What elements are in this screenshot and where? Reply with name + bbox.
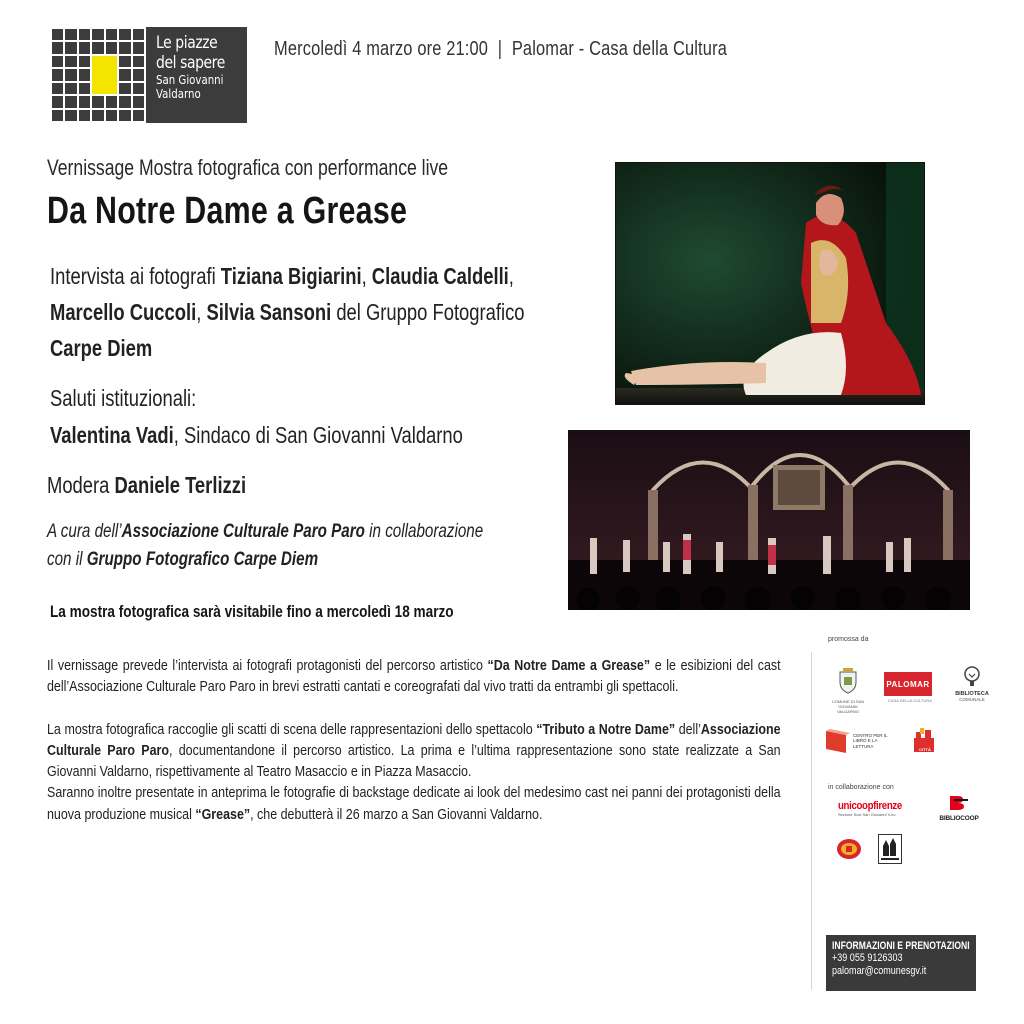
logo-line-1: Le piazze	[156, 33, 218, 53]
stage-photo-2-illustration	[568, 430, 970, 610]
logo-grid-cell	[119, 83, 130, 94]
logo-grid-cell	[79, 29, 90, 40]
centro-libro-logo	[826, 728, 896, 754]
logo-grid-cell	[52, 83, 63, 94]
p2-text-a: La mostra fotografica raccoglie gli scatti di scena delle rappresentazioni dello spettacolo	[47, 721, 537, 738]
logo-grid-cell	[65, 42, 76, 53]
logo-grid-cell	[119, 69, 130, 80]
interview-prefix: Intervista ai fotografi	[50, 263, 216, 289]
logo-grid-cell	[133, 83, 144, 94]
event-subtitle	[47, 155, 548, 181]
logo-grid-cell	[52, 29, 63, 40]
logo-grid-cell	[79, 96, 90, 107]
logo-grid-cell	[65, 110, 76, 121]
header-separator: |	[497, 38, 503, 60]
description-text	[47, 656, 781, 826]
bibliocoop-label: BIBLIOCOOP	[939, 815, 979, 822]
saluti-line	[50, 417, 463, 454]
logo-grid-icon	[50, 27, 146, 123]
logo-grid-cell	[65, 56, 76, 67]
info-box	[826, 935, 976, 991]
promoted-by-label: promossa da	[828, 636, 869, 643]
logo-grid-cell	[106, 110, 117, 121]
cura-assoc: Associazione Culturale Paro Paro	[121, 521, 365, 542]
biblioteca-icon	[963, 666, 981, 686]
bibliocoop-icon	[950, 796, 968, 810]
logo-grid-cell	[119, 56, 130, 67]
logo-grid-cell	[133, 56, 144, 67]
interview-middle: del Gruppo Fotografico	[336, 299, 525, 325]
biblioteca-logo	[948, 666, 996, 710]
cura-group: Gruppo Fotografico Carpe Diem	[86, 549, 319, 570]
logo-line-4: Valdarno	[156, 87, 201, 101]
moderator-name: Daniele Terlizzi	[114, 472, 247, 498]
p1-text-a: Il vernissage prevede l’intervista ai fotografi protagonisti del percorso artistico	[47, 658, 488, 674]
festival-logo	[50, 27, 247, 123]
event-title	[47, 190, 497, 233]
centro-label: CENTRO PER IL LIBRO E LA LETTURA	[853, 732, 888, 749]
logo-grid-cell	[106, 42, 117, 53]
logo-grid-cell	[92, 29, 103, 40]
logo-grid-cell	[79, 69, 90, 80]
collaboration-label: in collaborazione con	[828, 784, 894, 791]
logo-grid-cell	[92, 42, 103, 53]
interview-block	[50, 258, 643, 366]
logo-grid-cell	[79, 83, 90, 94]
palomar-sub: CASA DELLA CULTURA	[888, 698, 932, 703]
info-title: INFORMAZIONI E PRENOTAZIONI	[832, 940, 970, 952]
unicoop-wordmark: unicoopfirenze	[838, 800, 902, 812]
palomar-wordmark: PALOMAR	[884, 672, 932, 696]
logo-grid-cell	[65, 69, 76, 80]
crest-icon	[838, 668, 858, 694]
p2-text-e: , documentandone il percorso artistico. La prima e l’ultima rappresentazione sono state realizzate a San Giovanni Valdarno, rispettivamente al Teatro Masaccio e in Piazza Masaccio.	[47, 742, 781, 781]
biblioteca-sub: COMUNALE	[959, 697, 985, 702]
logo-yellow-square	[92, 56, 117, 94]
event-date-venue	[274, 38, 727, 61]
interview-line-3	[50, 330, 152, 366]
p2-text-b: “Tributo a Notre Dame”	[536, 721, 676, 738]
citta-logo	[912, 728, 938, 756]
logo-grid-cell	[119, 29, 130, 40]
photographer-name: Marcello Cuccoli	[50, 299, 197, 325]
mayor-name: Valentina Vadi	[50, 422, 174, 448]
p1-text-c: e le esibizioni del cast dell’Associazione Culturale Paro Paro in brevi estratti cantati e coreografati dal vivo tratti da entrambi gli spettacoli.	[47, 658, 781, 696]
logo-grid-cell	[52, 110, 63, 121]
cathedral-icon	[878, 834, 902, 864]
logo-grid-cell	[119, 96, 130, 107]
interview-line-1: Intervista ai fotografi Tiziana Bigiarini, Claudia Caldelli,	[50, 263, 514, 289]
bibliocoop-logo	[934, 796, 984, 824]
exhibition-dates-text: La mostra fotografica sarà visitabile fino a mercoledì 18 marzo	[50, 602, 454, 621]
book-icon	[826, 729, 850, 753]
logo-grid-cell	[133, 110, 144, 121]
logo-grid-cell	[79, 42, 90, 53]
stage-photo-notre-dame	[615, 162, 925, 405]
biblioteca-label: BIBLIOTECA	[955, 691, 989, 697]
exhibition-dates	[50, 602, 555, 622]
logo-grid-cell	[119, 110, 130, 121]
stage-photo-piazza	[568, 430, 970, 610]
curated-line-1	[47, 518, 483, 546]
photographer-name: Silvia Sansoni	[206, 299, 332, 325]
logo-grid-cell	[106, 96, 117, 107]
p2-text-d: Associazione Culturale Paro Paro	[47, 721, 781, 759]
moderator-line	[47, 472, 296, 499]
comune-logo	[828, 668, 868, 712]
comune-label: COMUNE DI SAN GIOVANNI VALDARNO	[831, 699, 865, 714]
unicoop-logo	[838, 800, 922, 824]
logo-grid-cell	[65, 96, 76, 107]
event-datetime: Mercoledì 4 marzo ore 21:00	[274, 38, 489, 60]
photographer-name: Tiziana Bigiarini	[220, 263, 362, 289]
description-paragraph-2	[47, 720, 781, 784]
curated-by	[47, 518, 592, 574]
description-paragraph-3	[47, 783, 781, 826]
logo-grid-cell	[79, 56, 90, 67]
curated-line-2	[47, 546, 318, 574]
event-subtitle-text: Vernissage Mostra fotografica con performance live	[47, 155, 449, 180]
stage-photo-1-illustration	[616, 163, 925, 405]
citta-label: CITTÀ	[919, 747, 931, 752]
p1-text-b: “Da Notre Dame a Grease”	[487, 658, 651, 674]
logo-grid-cell	[52, 69, 63, 80]
logo-grid-cell	[79, 110, 90, 121]
logo-grid-cell	[52, 56, 63, 67]
interview-line-2: Marcello Cuccoli, Silvia Sansoni del Gruppo Fotografico	[50, 299, 525, 325]
logo-grid-cell	[92, 110, 103, 121]
logo-grid-cell	[65, 83, 76, 94]
description-paragraph-1	[47, 656, 781, 699]
p2-text-c: dell’	[675, 721, 701, 738]
event-venue: Palomar - Casa della Cultura	[511, 38, 727, 60]
logo-grid-cell	[133, 29, 144, 40]
p3-text-a: Saranno inoltre presentate in anteprima le fotografie di backstage dedicate ai look del medesimo cast nei panni dei protagonisti della nuova produzione musical	[47, 785, 781, 823]
logo-grid-cell	[133, 96, 144, 107]
logo-line-3: San Giovanni	[156, 73, 224, 87]
logo-grid-cell	[106, 29, 117, 40]
partner-round-logo	[836, 838, 862, 860]
logo-grid-cell	[92, 96, 103, 107]
info-email[interactable]: palomar@comunesgv.it	[832, 965, 927, 977]
cura-prefix: A cura dell’	[47, 521, 122, 542]
palomar-logo	[884, 672, 936, 706]
event-title-text: Da Notre Dame a Grease	[47, 190, 408, 232]
partner-cathedral-logo	[878, 834, 902, 864]
photographer-name: Claudia Caldelli	[371, 263, 509, 289]
cura-middle: in collaborazione	[364, 521, 484, 542]
cura-line2-prefix: con il	[47, 549, 87, 570]
saluti-block	[50, 380, 566, 454]
logo-grid-cell	[65, 29, 76, 40]
logo-grid-cell	[52, 42, 63, 53]
p3-text-c: , che debutterà il 26 marzo a San Giovanni Valdarno.	[250, 806, 543, 823]
partner-badge-icon	[836, 838, 862, 860]
saluti-label: Saluti istituzionali:	[50, 385, 197, 411]
logo-grid-cell	[52, 96, 63, 107]
logo-grid-cell	[133, 42, 144, 53]
info-phone[interactable]: +39 055 9126303	[832, 952, 903, 964]
logo-grid-cell	[119, 42, 130, 53]
logo-grid-cell	[133, 69, 144, 80]
sponsor-divider	[811, 652, 812, 990]
mayor-role: , Sindaco di San Giovanni Valdarno	[173, 422, 463, 448]
unicoop-sub: Sezione Soci San Giovanni V.no	[838, 812, 896, 817]
moderator-label: Modera	[47, 472, 110, 498]
logo-text	[146, 27, 247, 123]
logo-line-2: del sapere	[156, 53, 225, 73]
p3-text-b: “Grease”	[195, 806, 251, 823]
photo-group-name: Carpe Diem	[50, 335, 153, 361]
